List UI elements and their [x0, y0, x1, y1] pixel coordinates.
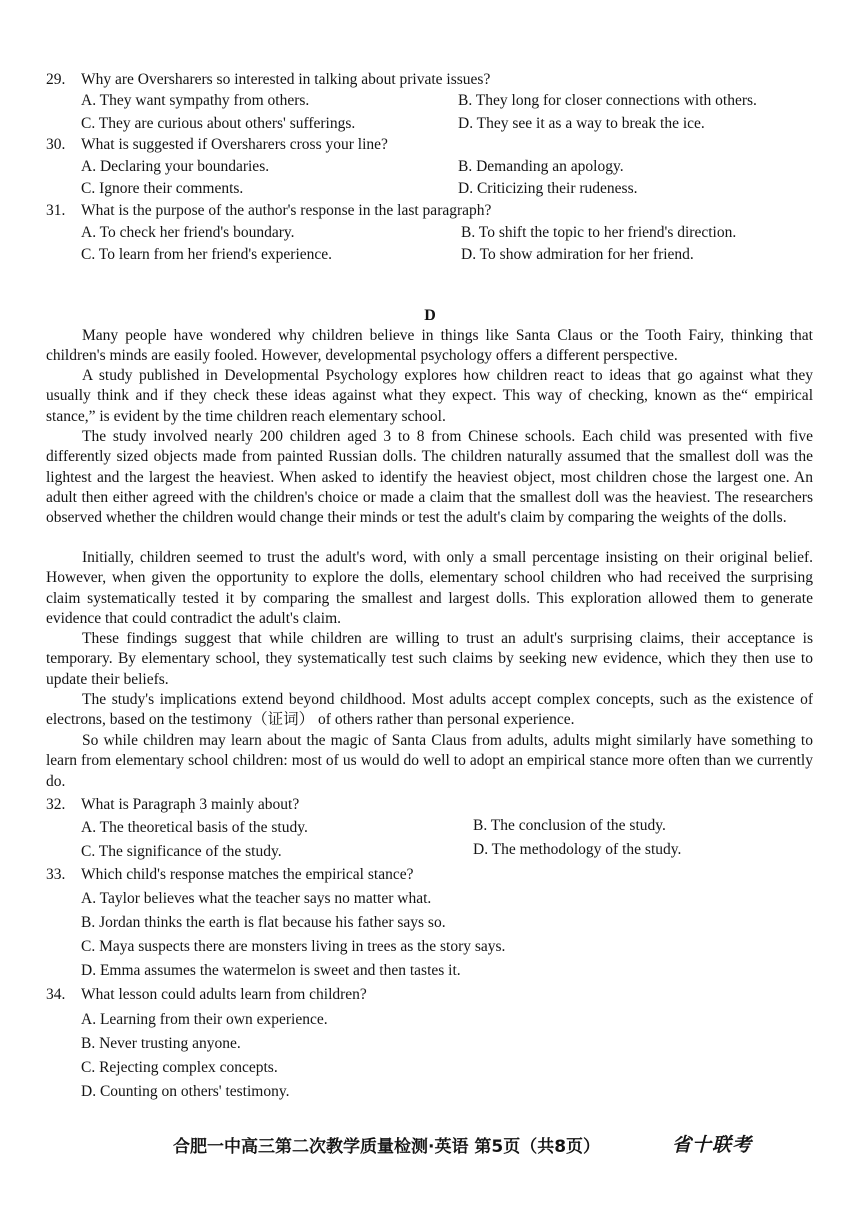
question-34-stem: What lesson could adults learn from children? — [81, 986, 367, 1003]
question-32-option-a: A. The theoretical basis of the study. — [81, 819, 308, 836]
question-31-option-d: D. To show admiration for her friend. — [461, 246, 694, 263]
passage-paragraph-5: These findings suggest that while children are willing to trust an adult's surprising claims, their acceptance is temporary. By elementary school, they systematically test such claims by seeking new evidence, which they then use to update their beliefs. — [46, 630, 813, 688]
question-33-option-c: C. Maya suspects there are monsters living in trees as the story says. — [81, 938, 506, 955]
passage-paragraph-2: A study published in Developmental Psychology explores how children react to ideas that go against what they usually think and if they check these ideas against what they expect. This way of checking, known as the“ empirical stance,” is evident by the time children reach elementary school. — [46, 367, 813, 425]
question-31-number: 31. — [46, 202, 66, 219]
question-33-stem: Which child's response matches the empirical stance? — [81, 866, 414, 883]
section-title: D — [424, 307, 436, 324]
page-footer: 合肥一中高三第二次教学质量检测·英语 第5页（共8页） — [173, 1137, 601, 1157]
question-29-option-b: B. They long for closer connections with others. — [458, 92, 757, 109]
question-33-option-a: A. Taylor believes what the teacher says no matter what. — [81, 890, 432, 907]
question-29-number: 29. — [46, 71, 66, 88]
question-29-option-d: D. They see it as a way to break the ice. — [458, 115, 705, 132]
question-32-option-b: B. The conclusion of the study. — [473, 817, 666, 834]
question-34-option-a: A. Learning from their own experience. — [81, 1011, 328, 1028]
question-34-option-c: C. Rejecting complex concepts. — [81, 1059, 278, 1076]
question-32-option-d: D. The methodology of the study. — [473, 841, 682, 858]
passage-paragraph-4: Initially, children seemed to trust the adult's word, with only a small percentage insisting on their original belief. However, when given the opportunity to explore the dolls, elementary school children who had received the surprising claim systematically tested it by comparing the smallest and largest dolls. This exploration allowed them to generate evidence that could contradict the adult's claim. — [46, 549, 813, 627]
question-29-option-c: C. They are curious about others' sufferings. — [81, 115, 356, 132]
question-33-number: 33. — [46, 866, 66, 883]
question-30-stem: What is suggested if Oversharers cross your line? — [81, 136, 388, 153]
question-30-number: 30. — [46, 136, 66, 153]
question-33-option-b: B. Jordan thinks the earth is flat because his father says so. — [81, 914, 446, 931]
question-29-stem: Why are Oversharers so interested in talking about private issues? — [81, 71, 491, 88]
question-34-option-b: B. Never trusting anyone. — [81, 1035, 241, 1052]
question-34-number: 34. — [46, 986, 66, 1003]
question-30-option-a: A. Declaring your boundaries. — [81, 158, 270, 175]
passage-paragraph-7: So while children may learn about the magic of Santa Claus from adults, adults might similarly have something to learn from elementary school children: most of us would do well to adopt an empirical stance more often than we currently do. — [46, 732, 813, 790]
question-29-option-a: A. They want sympathy from others. — [81, 92, 310, 109]
question-30-option-b: B. Demanding an apology. — [458, 158, 624, 175]
passage-paragraph-6: The study's implications extend beyond childhood. Most adults accept complex concepts, such as the existence of electrons, based on the testimony（证词） of others rather than personal experience. — [46, 691, 813, 729]
question-34-option-d: D. Counting on others' testimony. — [81, 1083, 290, 1100]
question-31-option-b: B. To shift the topic to her friend's direction. — [461, 224, 737, 241]
passage-paragraph-3: The study involved nearly 200 children aged 3 to 8 from Chinese schools. Each child was presented with five differently sized objects made from painted Russian dolls. The children naturally assumed that the smallest doll was the lightest and the largest the heaviest. When asked to identify the heaviest object, most children chose the largest one. An adult then either agreed with the children's choice or made a claim that the smallest doll was the heaviest. The researchers observed whether the children would change their minds or test the adult's claim by comparing the weights of the dolls. — [46, 428, 813, 527]
question-32-option-c: C. The significance of the study. — [81, 843, 282, 860]
question-30-option-d: D. Criticizing their rudeness. — [458, 180, 638, 197]
passage-paragraph-1: Many people have wondered why children believe in things like Santa Claus or the Tooth Fairy, thinking that children's minds are easily fooled. However, developmental psychology offers a different perspective. — [46, 327, 813, 365]
question-30-option-c: C. Ignore their comments. — [81, 180, 244, 197]
question-31-option-a: A. To check her friend's boundary. — [81, 224, 295, 241]
question-33-option-d: D. Emma assumes the watermelon is sweet and then tastes it. — [81, 962, 461, 979]
question-32-number: 32. — [46, 796, 66, 813]
question-31-option-c: C. To learn from her friend's experience. — [81, 246, 333, 263]
question-32-stem: What is Paragraph 3 mainly about? — [81, 796, 300, 813]
exam-stamp: 省十联考 — [672, 1134, 753, 1156]
question-31-stem: What is the purpose of the author's response in the last paragraph? — [81, 202, 492, 219]
